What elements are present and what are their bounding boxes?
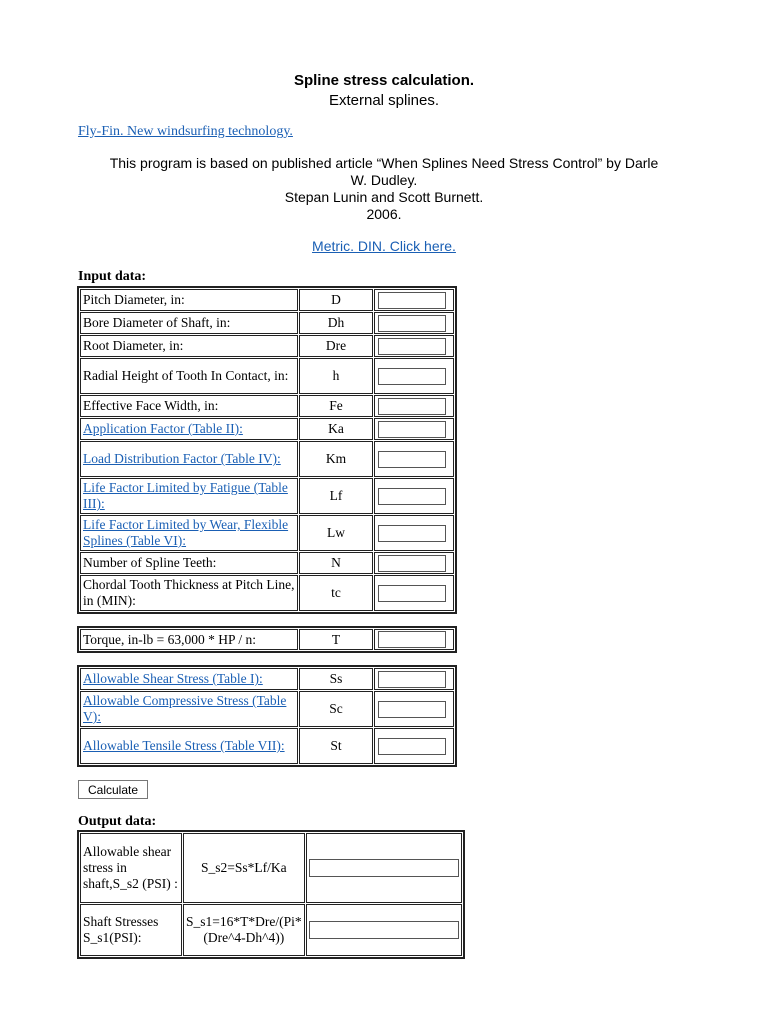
input-data-table [77,286,457,614]
page-subtitle: External splines. [328,92,440,109]
input-row-chordal-thickness [80,575,454,611]
input-row-bore-diameter [80,312,454,334]
input-km[interactable] [378,451,446,468]
input-lf[interactable] [378,488,446,505]
load-distribution-link[interactable]: Load Distribution Factor (Table IV): [83,451,281,466]
input-row-application-factor [80,418,454,440]
input-row-life-factor-fatigue [80,478,454,514]
input-row-spline-teeth [80,552,454,574]
formula-s-s1: S_s1=16*T*Dre/(Pi*(Dre^4-Dh^4)) [183,904,305,956]
input-row-root-diameter [80,335,454,357]
input-row-allowable-shear [80,668,454,690]
label-torque: Torque, in-lb = 63,000 * HP / n: [80,629,298,650]
input-row-radial-height [80,358,454,394]
life-factor-fatigue-link[interactable]: Life Factor Limited by Fatigue (Table III): [83,480,288,511]
output-s-s1[interactable] [309,921,459,939]
symbol-lf: Lf [299,478,373,514]
symbol-tc: tc [299,575,373,611]
input-ka[interactable] [378,421,446,438]
life-factor-wear-link[interactable]: Life Factor Limited by Wear, Flexible Splines (Table VI): [83,517,289,548]
about-line-3: Stepan Lunin and Scott Burnett. [284,189,484,205]
input-sc[interactable] [378,701,446,718]
input-row-life-factor-wear [80,515,454,551]
metric-din-link[interactable]: Metric. DIN. Click here. [312,238,456,254]
input-d[interactable] [378,292,446,309]
symbol-dre: Dre [299,335,373,357]
symbol-st: St [299,728,373,764]
input-tc[interactable] [378,585,446,602]
allowable-stress-table [77,665,457,767]
about-text [0,155,768,223]
input-fe[interactable] [378,398,446,415]
allowable-compressive-link[interactable]: Allowable Compressive Stress (Table V): [83,693,287,724]
output-row-allowable-shear [80,833,462,903]
input-row-face-width [80,395,454,417]
output-data-heading: Output data: [78,814,157,829]
input-row-load-distribution [80,441,454,477]
input-n[interactable] [378,555,446,572]
input-data-heading: Input data: [78,269,147,284]
symbol-ss: Ss [299,668,373,690]
about-line-2: W. Dudley. [350,172,418,188]
about-line-4: 2006. [366,206,402,222]
torque-table [77,626,457,653]
input-lw[interactable] [378,525,446,542]
input-row-pitch-diameter [80,289,454,311]
input-row-torque [80,629,454,650]
symbol-h: h [299,358,373,394]
label-radial-height: Radial Height of Tooth In Contact, in: [80,358,298,394]
label-s-s1: Shaft Stresses S_s1(PSI): [80,904,182,956]
output-data-table [77,830,465,959]
allowable-shear-link[interactable]: Allowable Shear Stress (Table I): [83,671,263,686]
output-s-s2[interactable] [309,859,459,877]
label-bore-diameter: Bore Diameter of Shaft, in: [80,312,298,334]
label-face-width: Effective Face Width, in: [80,395,298,417]
application-factor-link[interactable]: Application Factor (Table II): [83,421,243,436]
metric-link-container [0,238,768,254]
symbol-sc: Sc [299,691,373,727]
flyfin-link[interactable]: Fly-Fin. New windsurfing technology. [78,124,293,139]
symbol-lw: Lw [299,515,373,551]
label-chordal-thickness: Chordal Tooth Thickness at Pitch Line, in (MIN): [80,575,298,611]
input-dh[interactable] [378,315,446,332]
page-title: Spline stress calculation. [293,72,475,89]
symbol-km: Km [299,441,373,477]
input-t[interactable] [378,631,446,648]
input-row-allowable-compressive [80,691,454,727]
about-line-1: This program is based on published article “When Splines Need Stress Control” by Darle [109,155,659,171]
symbol-n: N [299,552,373,574]
input-row-allowable-tensile [80,728,454,764]
formula-s-s2: S_s2=Ss*Lf/Ka [183,833,305,903]
label-root-diameter: Root Diameter, in: [80,335,298,357]
symbol-d: D [299,289,373,311]
label-pitch-diameter: Pitch Diameter, in: [80,289,298,311]
allowable-tensile-link[interactable]: Allowable Tensile Stress (Table VII): [83,738,285,753]
symbol-fe: Fe [299,395,373,417]
input-dre[interactable] [378,338,446,355]
symbol-ka: Ka [299,418,373,440]
input-st[interactable] [378,738,446,755]
calculate-button[interactable]: Calculate [78,780,148,799]
label-spline-teeth: Number of Spline Teeth: [80,552,298,574]
symbol-dh: Dh [299,312,373,334]
symbol-t: T [299,629,373,650]
output-row-shaft-stresses [80,904,462,956]
input-ss[interactable] [378,671,446,688]
label-s-s2: Allowable shear stress in shaft,S_s2 (PSI) : [80,833,182,903]
input-h[interactable] [378,368,446,385]
